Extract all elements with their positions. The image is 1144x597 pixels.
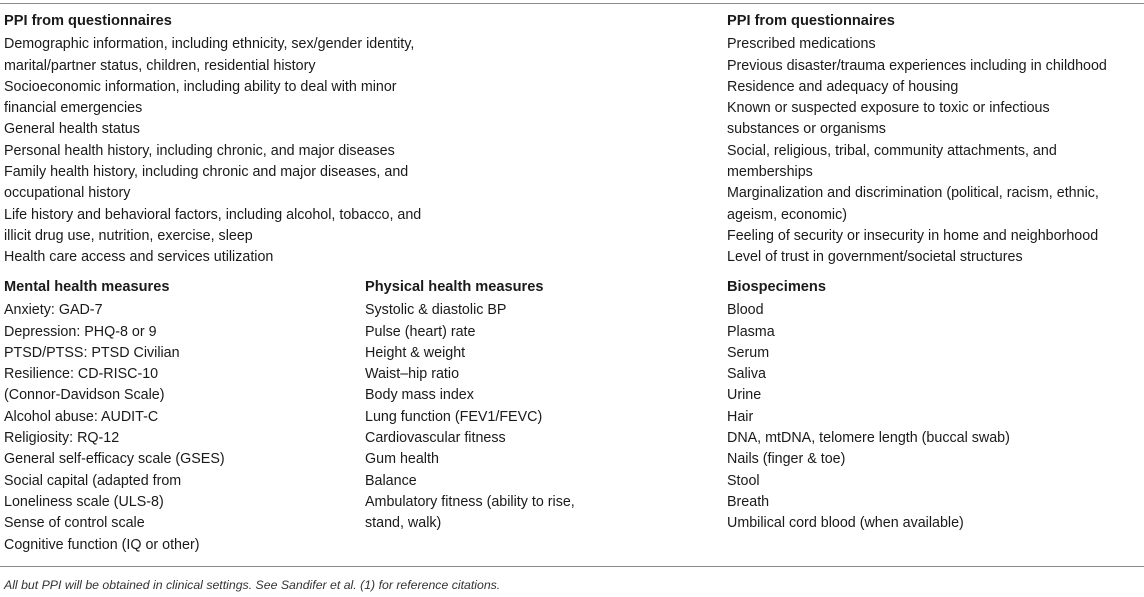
list-item: Ambulatory fitness (ability to rise, stand, walk) bbox=[365, 493, 575, 532]
table-top-rule bbox=[0, 3, 1144, 4]
list-item: Height & weight bbox=[365, 344, 466, 361]
list-item: Breath bbox=[727, 493, 770, 510]
list-item: Level of trust in government/societal structures bbox=[727, 249, 1023, 266]
list-item: Lung function (FEV1/FEVC) bbox=[365, 408, 543, 425]
ppi-left-heading: PPI from questionnaires bbox=[4, 13, 172, 29]
list-item: Socioeconomic information, including ability to deal with minor financial emergencies bbox=[4, 78, 397, 117]
biospecimens-column bbox=[727, 277, 1142, 535]
list-item: Body mass index bbox=[365, 387, 474, 404]
list-item: Saliva bbox=[727, 366, 766, 383]
list-item: Personal health history, including chronic, and major diseases bbox=[4, 142, 395, 159]
list-item: Previous disaster/trauma experiences including in childhood bbox=[727, 57, 1107, 74]
list-item: Prescribed medications bbox=[727, 36, 876, 53]
mental-health-column bbox=[4, 277, 359, 556]
ppi-left-column bbox=[4, 11, 474, 269]
list-item: Religiosity: RQ-12 bbox=[4, 430, 120, 447]
list-item: Alcohol abuse: AUDIT-C bbox=[4, 408, 159, 425]
list-item: Systolic & diastolic BP bbox=[365, 302, 507, 319]
physical-health-column bbox=[365, 277, 720, 535]
biospecimens-heading: Biospecimens bbox=[727, 279, 826, 295]
list-item: Plasma bbox=[727, 323, 775, 340]
list-item: Hair bbox=[727, 408, 754, 425]
list-item: PTSD/PTSS: PTSD Civilian bbox=[4, 344, 180, 361]
list-item: Known or suspected exposure to toxic or infectious substances or organisms bbox=[727, 100, 1050, 138]
ppi-right-column bbox=[727, 11, 1142, 269]
list-item: Social, religious, tribal, community attachments, and memberships bbox=[727, 142, 1057, 181]
list-item: Nails (finger & toe) bbox=[727, 451, 846, 468]
mental-health-heading: Mental health measures bbox=[4, 279, 170, 295]
list-item: Waist–hip ratio bbox=[365, 366, 460, 383]
list-item: Social capital (adapted from bbox=[4, 472, 182, 489]
list-item: Feeling of security or insecurity in home and neighborhood bbox=[727, 227, 1099, 244]
list-item: Marginalization and discrimination (political, racism, ethnic, ageism, economic) bbox=[727, 185, 1099, 223]
list-item: Pulse (heart) rate bbox=[365, 323, 476, 340]
list-item: Serum bbox=[727, 344, 770, 361]
list-item: Loneliness scale (ULS-8) bbox=[4, 493, 164, 510]
list-item: Gum health bbox=[365, 451, 439, 468]
list-item: Anxiety: GAD-7 bbox=[4, 302, 103, 319]
list-item: Demographic information, including ethnicity, sex/gender identity, marital/partner status, children, residential history bbox=[4, 36, 415, 74]
physical-health-heading: Physical health measures bbox=[365, 279, 544, 295]
list-item: Sense of control scale bbox=[4, 515, 145, 532]
list-item: Blood bbox=[727, 302, 764, 319]
table-footnote: All but PPI will be obtained in clinical settings. See Sandifer et al. (1) for reference citations. bbox=[4, 578, 501, 592]
list-item: Stool bbox=[727, 472, 760, 489]
list-item: DNA, mtDNA, telomere length (buccal swab) bbox=[727, 430, 1010, 447]
list-item: Urine bbox=[727, 387, 762, 404]
list-item: Cardiovascular fitness bbox=[365, 430, 506, 447]
list-item: Family health history, including chronic and major diseases, and occupational history bbox=[4, 164, 409, 202]
list-item: Health care access and services utilization bbox=[4, 249, 274, 266]
list-item: Residence and adequacy of housing bbox=[727, 78, 959, 95]
list-item: Cognitive function (IQ or other) bbox=[4, 536, 200, 553]
table-bottom-rule bbox=[0, 566, 1144, 567]
list-item: Life history and behavioral factors, including alcohol, tobacco, and illicit drug use, nutrition, exercise, sleep bbox=[4, 206, 422, 244]
list-item: Depression: PHQ-8 or 9 bbox=[4, 323, 157, 340]
list-item: Balance bbox=[365, 472, 417, 489]
list-item: General self-efficacy scale (GSES) bbox=[4, 451, 225, 468]
ppi-right-heading: PPI from questionnaires bbox=[727, 13, 895, 29]
list-item: Umbilical cord blood (when available) bbox=[727, 515, 964, 532]
list-item: Resilience: CD-RISC-10 (Connor-Davidson Scale) bbox=[4, 366, 165, 404]
list-item: General health status bbox=[4, 121, 140, 138]
